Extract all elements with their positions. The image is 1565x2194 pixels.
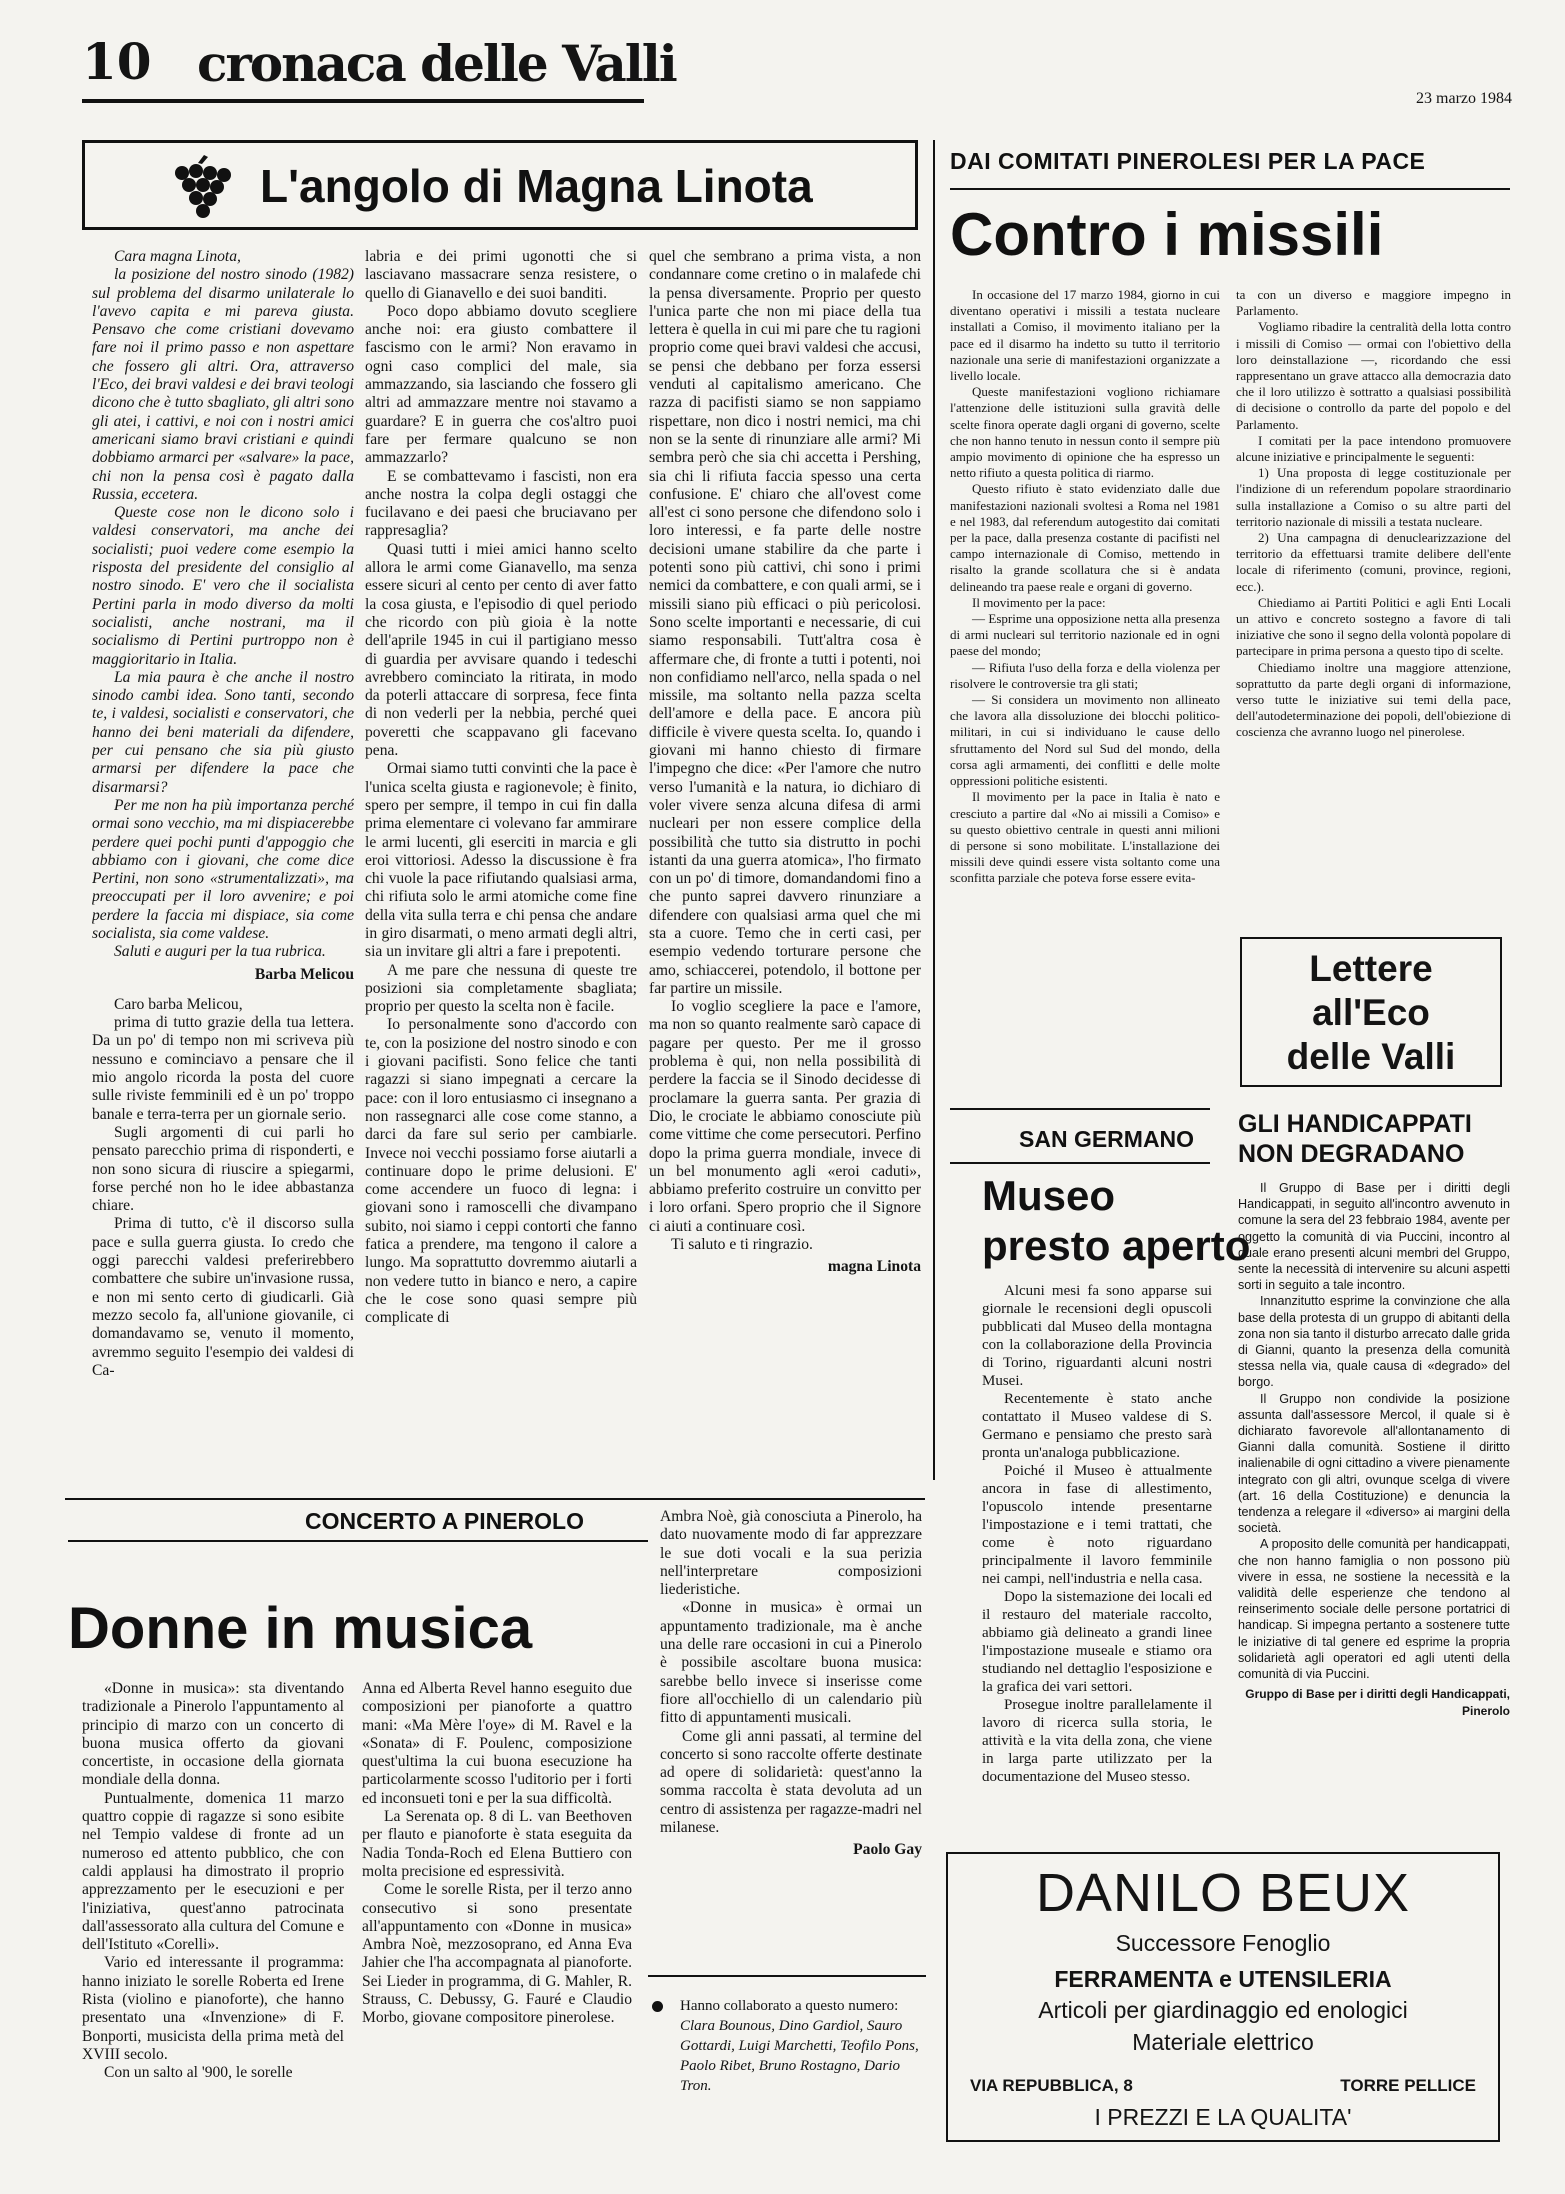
handicappati-signature: Gruppo di Base per i diritti degli Handicappati, Pinerolo (1245, 1687, 1510, 1718)
paragraph: prima di tutto grazie della tua lettera. Da un po' di tempo non mi scriveva più nessuno e cominciavo a pensare che il mio angolo ricorda la posta del cuore sulle riviste femminili ed è un po' troppo banale e terra-terra per un giornale serio. (92, 1014, 354, 1123)
ad-category: FERRAMENTA e UTENSILERIA (1054, 1966, 1392, 1992)
paragraph: Io personalmente sono d'accordo con te, con la posizione del nostro sinodo e con i giovani pacifisti. Sono felice che tanti ragazzi si siano impegnati a cercare la pace: con il loro entusiasmo ci insegnano a non rassegnarci alle cose come stanno, a darci da fare sul serio per cambiarle. Invece noi vecchi possiamo forse aiutarli a continuare dopo le prime delusioni. E' come accendere un fuoco di legna: i giovani sono i ramoscelli che divampano subito, noi siamo i ceppi contorti che fanno fatica a prendere, ma tengono il calore a lungo. Ma soprattutto dovremmo aiutarli a non vedere tutto in bianco e nero, a capire che le cose sono quasi sempre più complicate di (365, 1016, 637, 1327)
angolo-column-2 (365, 248, 637, 1486)
paragraph: 1) Una proposta di legge costituzionale per l'indizione di un referendum popolare straordinario sulla installazione a Comiso o su altre parti del territorio nazionale di missili a testata nucleare. (1236, 465, 1511, 529)
collaborato-rule (648, 1975, 926, 1977)
paragraph: A me pare che nessuna di queste tre posizioni sia completamente sbagliata; proprio per questo la scelta non è facile. (365, 961, 637, 1016)
angolo-heading-box (82, 140, 918, 230)
ad-successor: Successore Fenoglio (1115, 1930, 1331, 1956)
collaborato-text: Hanno collaborato a questo numero: (680, 1998, 899, 2014)
page-number: 10 (82, 32, 152, 91)
paragraph: Sugli argomenti di cui parli ho pensato parecchio prima di risponderti, e non sono sicura di riuscire a spiegarmi, forse perché non ho le idee abbastanza chiare. (92, 1123, 354, 1215)
paragraph: Come gli anni passati, al termine del concerto si sono raccolte offerte destinate ad opere di solidarietà: quest'anno la somma raccolta è stata devoluta ad un centro di assistenza per ragazze-madri nel milanese. (660, 1727, 922, 1837)
concerto-column-3 (660, 1508, 922, 1978)
ad-city: TORRE PELLICE (1340, 2076, 1476, 2095)
museo-headline-2: presto aperto (982, 1222, 1251, 1269)
paragraph: Prosegue inoltre parallelamente il lavoro di ricerca sulla storia, le attività e la vita della zona, che viene in larga parte utilizzato per la documentazione del Museo stesso. (982, 1697, 1212, 1785)
bullet-icon (652, 2001, 663, 2012)
museo-rule (950, 1108, 1210, 1110)
collaborato-names: Clara Bounous, Dino Gardiol, Sauro Gottardi, Luigi Marchetti, Teofilo Pons, Paolo Ribet, Bruno Rostagno, Dario Tron. (680, 2018, 919, 2094)
reply-signature: magna Linota (827, 1258, 921, 1276)
angolo-column-3 (649, 248, 921, 1486)
paragraph: Dopo la sistemazione dei locali ed il restauro del materiale raccolto, abbiamo già delineato a grandi linee l'impostazione museale e stiamo ora studiando nel dettaglio l'esposizione e la grafica dei vari settori. (982, 1589, 1212, 1695)
missili-column-2 (1236, 287, 1511, 927)
concerto-column-1 (82, 1680, 344, 2140)
concerto-kicker-rule (68, 1540, 648, 1542)
paragraph: In occasione del 17 marzo 1984, giorno in cui diventano operativi i missili a testata nucleare installati a Comiso, il movimento italiano per la pace ed il disarmo ha indetto su tutto il territorio nazionale una serie di manifestazioni organizzate a livello locale. (950, 287, 1220, 384)
ad-box (946, 1852, 1500, 2142)
ad-line-2: Materiale elettrico (1132, 2029, 1314, 2055)
paragraph: Ormai siamo tutti convinti che la pace è l'unica scelta giusta e ragionevole; è finito, spero per sempre, il tempo in cui fin dalla prima elementare ci volevano far ammirare le armi lucenti, gli eserciti in marcia e gli eroi vittoriosi. Adesso la discussione è fra chi vuole la pace rifiutando qualsiasi arma, chi rifiuta solo le armi atomiche come fine della vita sulla terra e chi pensa che andare in giro disarmati, o meno armati degli altri, sia un invitare gli altri a fare i prepotenti. (365, 760, 637, 961)
concerto-column-2 (362, 1680, 632, 2140)
paragraph: «Donne in musica»: sta diventando tradizionale a Pinerolo l'appuntamento al principio di marzo con un concerto di buona musica offerto da giovani concertiste, in occasione della giornata mondiale della donna. (82, 1680, 344, 1789)
masthead-rule (82, 99, 644, 103)
paragraph: Per me non ha più importanza perché ormai sono vecchio, ma mi dispiacerebbe perdere quei pochi punti d'appoggio che abbiamo con i giovani, che come dice Pertini, non sono «strumentalizzati», ma preoccupati per il loro avvenire; e poi perdere la faccia mi dispiace, sia come socialista, sia come valdese. (92, 796, 354, 942)
paragraph: Io voglio scegliere la pace e l'amore, ma non so quanto realmente sarò capace di pagare per questo. Per me il grosso problema è qui, non nella possibilità di perdere la faccia se il Sinodo decidesse di proclamare la guerra santa. Per grazia di Dio, le crociate le abbiamo conosciute più come vittime che come persecutori. Perfino dopo la prima guerra mondiale, invece di un bel monumento agli «eroi caduti», abbiamo preferito costruire un convitto per i loro orfani. Spero proprio che il Signore ci aiuti a continuare così. (649, 998, 921, 1235)
paragraph: Puntualmente, domenica 11 marzo quattro coppie di ragazze si sono esibite nel Tempio valdese di fronte ad un numeroso ed attento pubblico, che con caldi applausi ha dimostrato il proprio apprezzamento per le esecuzioni e per l'iniziativa, quest'anno patrocinata dall'assessorato alla cultura del Comune e dell'Istituto «Corelli». (82, 1789, 344, 1954)
masthead-title: cronaca delle Valli (197, 34, 676, 93)
ad-address: VIA REPUBBLICA, 8 (970, 2076, 1133, 2095)
paragraph: — Si considera un movimento non allineato che lavora alla dissoluzione dei blocchi politico-militari, in cui si individuano le cause dello sfruttamento del Nord sul Sud del mondo, della corsa agli armamenti, dei conflitti e delle molte oppressioni politiche esistenti. (950, 692, 1220, 789)
paragraph: Con un salto al '900, le sorelle (104, 2064, 293, 2082)
paragraph: Innanzitutto esprime la convinzione che alla base della protesta di un gruppo di abitanti della zona non sia tanto il disturbo arrecato dalle grida di Gianni, quanto la presenza della comunità stessa nella via, quale causa di «degrado» del borgo. (1238, 1294, 1510, 1390)
paragraph: Saluti e auguri per la tua rubrica. (114, 943, 326, 961)
paragraph: 2) Una campagna di denuclearizzazione del territorio da effettuarsi tramite delibere dell'ente locale di riferimento (comuni, province, regioni, ecc.). (1236, 530, 1511, 594)
paragraph: Alcuni mesi fa sono apparse sui giornale le recensioni degli opuscoli pubblicati dal Museo della montagna con la collaborazione della Provincia di Torino, riguardanti alcuni nostri Musei. (982, 1283, 1212, 1389)
paragraph: Chiediamo ai Partiti Politici e agli Enti Locali un attivo e concreto sostegno a favore di tali iniziative che sono il segno della volontà popolare di partecipare in prima persona a questo tipo di scelte. (1236, 594, 1511, 659)
angolo-column-1 (92, 248, 354, 1486)
paragraph: Chiediamo inoltre una maggiore attenzione, soprattutto da parte degli organi di informazione, verso tutte le iniziative sui temi della pace, dell'autodeterminazione dei popoli, dell'obiezione di coscienza che avranno luogo nel pinerolese. (1236, 659, 1511, 740)
paragraph: Come le sorelle Rista, per il terzo anno consecutivo si sono presentate all'appuntamento con «Donne in musica» Ambra Noè, mezzosoprano, ed Anna Eva Jahier che l'ha accompagnata al pianoforte. Sei Lieder in programma, di G. Mahler, R. Strauss, C. Debussy, G. Fauré e Claudio Morbo, giovane compositore pinerolese. (362, 1881, 632, 2027)
handicappati-headline-1: GLI HANDICAPPATI (1238, 1110, 1472, 1138)
paragraph: — Esprime una opposizione netta alla presenza di armi nucleari sul territorio nazionale ed in ogni paese del mondo; (950, 611, 1220, 659)
masthead-date: 23 marzo 1984 (1416, 90, 1512, 107)
column-rule (933, 140, 935, 1480)
paragraph: Prima di tutto, c'è il discorso sulla pace e sulla guerra giusta. Io credo che oggi parecchi valdesi preferirebbero combattere che subire un'invasione russa, e non mi sento certo di giudicarli. Già mezzo secolo fa, all'unione giovanile, ci domandavamo se, venuto il momento, avremmo seguito l'esempio dei valdesi di Ca- (92, 1215, 354, 1379)
paragraph: E se combattevamo i fascisti, non era anche nostra la colpa degli ostaggi che fucilavano e dei paesi che bruciavano per rappresaglia? (365, 467, 637, 540)
paragraph: Caro barba Melicou, (114, 995, 243, 1013)
ad-slogan: I PREZZI E LA QUALITA' (1094, 2104, 1352, 2130)
concerto-kicker: CONCERTO A PINEROLO (305, 1508, 584, 1534)
handicappati-headline-2: NON DEGRADANO (1238, 1140, 1465, 1168)
paragraph: Vario ed interessante il programma: hanno iniziato le sorelle Roberta ed Irene Rista (violino e pianoforte), che hanno presentato una «Invenzione» di F. Bonporti, musicista della prima metà del XVIII secolo. (82, 1954, 344, 2063)
missili-headline: Contro i missili (950, 201, 1384, 268)
concerto-headline: Donne in musica (68, 1596, 533, 1661)
paragraph: «Donne in musica» è ormai un appuntamento tradizionale, ma è anche una delle rare occasioni in cui a Pinerolo è possibile ascoltare buona musica: sarebbe bello invece si inserisse come fiore all'occhiello di un calendario più fitto di appuntamenti musicali. (660, 1599, 922, 1727)
letter-signature: Barba Melicou (254, 965, 354, 983)
lettere-line-2: all'Eco (1312, 992, 1430, 1033)
paragraph: Il Gruppo non condivide la posizione assunta dall'assessore Mercol, il quale si è dichiarato favorevole all'allontanamento di Gianni dalla comunità. Sostiene il diritto inalienabile di ogni cittadino a vivere pienamente integrato con gli altri, ovunque scelga di vivere (art. 16 della Costituzione) e denuncia la tendenza a relegare il «diverso» ai margini della società. (1238, 1391, 1510, 1536)
paragraph: I comitati per la pace intendono promuovere alcune iniziative e principalmente le seguenti: (1236, 432, 1511, 465)
paragraph: La mia paura è che anche il nostro sinodo cambi idea. Sono tanti, secondo te, i valdesi, socialisti e conservatori, che hanno dei beni materiali da difendere, per cui pensano che sia più giusto armarsi per difendere la pace che disarmarsi? (92, 668, 354, 796)
paragraph: Ambra Noè, già conosciuta a Pinerolo, ha dato nuovamente modo di far apprezzare le sue doti vocali e la sua perizia nell'interpretare composizioni liederistiche. (660, 1508, 922, 1599)
paragraph: Il movimento per la pace: (972, 594, 1106, 610)
paragraph: la posizione del nostro sinodo (1982) sul problema del disarmo unilaterale lo l'avevo capita e mi pareva giusta. Pensavo che come cristiani dovevamo fare noi il primo passo e non aspettare che fossero gli altri. Ora, attraverso l'Eco, dei bravi valdesi e dei bravi teologi dicono che è tutto sbagliato, gli altri sono gli atei, i cattivi, e noi con i nostri amici americani siamo bravi cristiani e quindi dobbiamo armarci per «salvare» la pace, chi non la pensa così è pagato dalla Russia, eccetera. (92, 266, 354, 503)
angolo-heading: L'angolo di Magna Linota (260, 160, 813, 212)
paragraph: Poiché il Museo è attualmente ancora in fase di allestimento, l'opuscolo intende presentarne l'impostazione e i temi trattati, che come è noto riguardano principalmente il lavoro femminile nei campi, nell'industria e nella casa. (982, 1463, 1212, 1587)
paragraph: Anna ed Alberta Revel hanno eseguito due composizioni per pianoforte a quattro mani: «Ma Mère l'oye» di M. Ravel e la «Sonata» di F. Poulenc, composizione quest'ultima la cui buona esecuzione ha particolarmente scosso l'uditorio per i forti ed inconsueti toni e per la sua difficoltà. (362, 1680, 632, 1807)
paragraph: Questo rifiuto è stato evidenziato dalle due manifestazioni nazionali svoltesi a Roma nel 1981 e nel 1983, dal referendum autogestito dai comitati per la pace, dalla presenza costante di pacifisti nel campo internazionale di Comiso, mettendo in risalto la grande scollatura che si è andata delineando tra paese reale e organi di governo. (950, 481, 1220, 594)
paragraph: Ti saluto e ti ringrazio. (671, 1236, 813, 1254)
paragraph: quel che sembrano a prima vista, a non condannare come cretino o in malafede chi la pensa diversamente. Proprio per questo l'unica parte che non mi piace della tua lettera è quella in cui mi pare che tu ragioni proprio come quei bravi valdesi che accusi, se pensi che debbano per forza essersi venduti al capitalismo americano. Che razza di pacifisti siamo se non sappiamo rispettare, non dico i nostri nemici, ma chi non se la sente di rinunziare alle armi? Mi sembra però che sia chi accetta i Pershing, sia chi li rifiuta faccia spesso una certa confusione. E' chiaro che all'ovest come all'est ci sono persone che difendono solo i loro interessi, e fa parte delle nostre decisioni umane stabilire da che parte i potenti sono più cattivi, chi sono i primi nemici da combattere, e con quali armi, se i missili siano più efficaci o più pericolosi. Sono scelte importanti e necessarie, di cui siamo responsabili. Tutt'altra cosa è affermare che, di fronte a tutti i potenti, noi non confidiamo nell'arco, nella spada o nel missile, ma soltanto nella pazza scelta dell'amore e della pace. E ancora più difficile è vivere questa scelta. Io, quando i giovani mi hanno chiesto di firmare l'impegno che dice: «Per l'amore che nutro verso l'umanità e la natura, io dichiaro di voler vivere senza alcuna difesa di armi nucleari per non essere complice della possibilità che tutto sia distrutto in pochi istanti da una guerra atomica», l'ho firmato con un po' di timore, domandandomi fino a che punto saprei davvero rinunziare a difendere con qualsiasi arma quel che mi sta a cuore. Temo che in certi casi, per esempio vedendo torturare persone che amo, schiaccerei, potendolo, il bottone per far partire un missile. (649, 248, 921, 997)
ad-name: DANILO BEUX (1035, 1863, 1411, 1923)
museo-rule-2 (950, 1162, 1210, 1164)
concerto-signature: Paolo Gay (853, 1841, 922, 1859)
missili-rule (950, 188, 1510, 190)
paragraph: labria e dei primi ugonotti che si lasciavano massacrare senza resistere, o quello di Gianavello e dei suoi banditi. (365, 248, 637, 302)
paragraph: A proposito delle comunità per handicappati, che non hanno famiglia o non possono più vivere in essa, ne sostiene la necessità e la validità delle esperienze che tendono al reinserimento sociale delle persone portatrici di handicap. Si impegna pertanto a sostenere tutte le iniziative di tal genere ed esprime la propria solidarietà agli operatori ed agli utenti della comunità di via Puccini. (1238, 1537, 1510, 1682)
paragraph: Queste manifestazioni vogliono richiamare l'attenzione delle istituzioni sulla gravità delle scelte finora operate dagli organi di governo, scelte che non hanno tenuto in nessun conto il sempre più ampio movimento di opinione che ha espresso un netto rifiuto a questa politica di riarmo. (950, 384, 1220, 481)
concerto-top-rule (65, 1498, 925, 1500)
ad-line-1: Articoli per giardinaggio ed enologici (1038, 1997, 1408, 2023)
collaborato-box (650, 1996, 925, 2136)
paragraph: Vogliamo ribadire la centralità della lotta contro i missili di Comiso — ormai con l'obiettivo della loro deinstallazione —, ricordando che essi rappresentano un grave attacco alla democrazia dato che il loro utilizzo è sottratto a qualsiasi possibilità di decisione o controllo da parte del popolo e del Parlamento. (1236, 319, 1511, 432)
paragraph: — Rifiuta l'uso della forza e della violenza per risolvere le controversie tra gli stati; (950, 659, 1220, 691)
paragraph: ta con un diverso e maggiore impegno in Parlamento. (1236, 287, 1511, 319)
lettere-line-3: delle Valli (1286, 1036, 1456, 1077)
paragraph: La Serenata op. 8 di L. van Beethoven per flauto e pianoforte è stata eseguita da Nadia Tonda-Roch ed Elena Buttiero con molta precisione ed espressività. (362, 1808, 632, 1880)
lettere-box (1240, 937, 1502, 1087)
museo-body (982, 1282, 1212, 1842)
lettere-line-1: Lettere (1309, 948, 1433, 989)
paragraph: Il movimento per la pace in Italia è nato e cresciuto a partire dal «No ai missili a Comiso» e su questo obiettivo centrale in questi anni milioni di persone si sono mobilitate. L'installazione dei missili deve quindi essere vista soltanto come una sconfitta parziale che poteva forse essere evita- (950, 789, 1220, 886)
paragraph: Quasi tutti i miei amici hanno scelto allora le armi come Gianavello, ma senza essere sicuri al cento per cento di aver fatto la cosa giusta, e l'episodio di quel periodo che ricordo con più gioia è la notte dell'aprile 1945 in cui il partigiano messo di guardia per avvisare quando i tedeschi avrebbero cominciato la ritirata, in modo da poterli attaccare di sorpresa, fece finta di non vederli per la nebbia, perché quei poveretti che scappavano gli facevano pena. (365, 540, 637, 760)
missili-kicker: DAI COMITATI PINEROLESI PER LA PACE (950, 148, 1426, 174)
paragraph: Recentemente è stato anche contattato il Museo valdese di S. Germano e pensiamo che presto sarà pronta un'analoga pubblicazione. (982, 1391, 1212, 1461)
masthead (82, 28, 1512, 108)
museo-headline-1: Museo (982, 1172, 1116, 1219)
paragraph: Poco dopo abbiamo dovuto scegliere anche noi: era giusto combattere il fascismo con le armi? Non eravamo in ogni caso complici del male, sia ammazzando, sia lasciando che fossero gli altri ad ammazzare mentre noi stavamo a guardare? E in guerra che cos'altro puoi fare per fermare qualcuno se non ammazzarlo? (365, 302, 637, 467)
paragraph: Cara magna Linota, (114, 248, 241, 265)
grapes-icon (168, 153, 238, 221)
paragraph: Queste cose non le dicono solo i valdesi conservatori, ma anche dei socialisti; puoi vedere come esempio la risposta del presidente del consiglio al nostro sinodo. E' vero che il socialista Pertini parla in modo diverso da molti socialisti, anche nostrani, ma il socialismo di Pertini purtroppo non è maggioritario in Italia. (92, 504, 354, 668)
letter-text (92, 248, 354, 962)
paragraph: Il Gruppo di Base per i diritti degli Handicappati, in seguito all'incontro avvenuto in comune la sera del 23 febbraio 1984, avente per oggetto la comunità di via Puccini, incontro al quale erano presenti alcuni membri del Gruppo, sente la necessità di intervenire su alcuni aspetti sorti in seguito a tale incontro. (1238, 1181, 1510, 1293)
museo-kicker: SAN GERMANO (1019, 1126, 1195, 1152)
handicappati-body (1238, 1180, 1510, 1840)
missili-column-1 (950, 287, 1220, 1102)
